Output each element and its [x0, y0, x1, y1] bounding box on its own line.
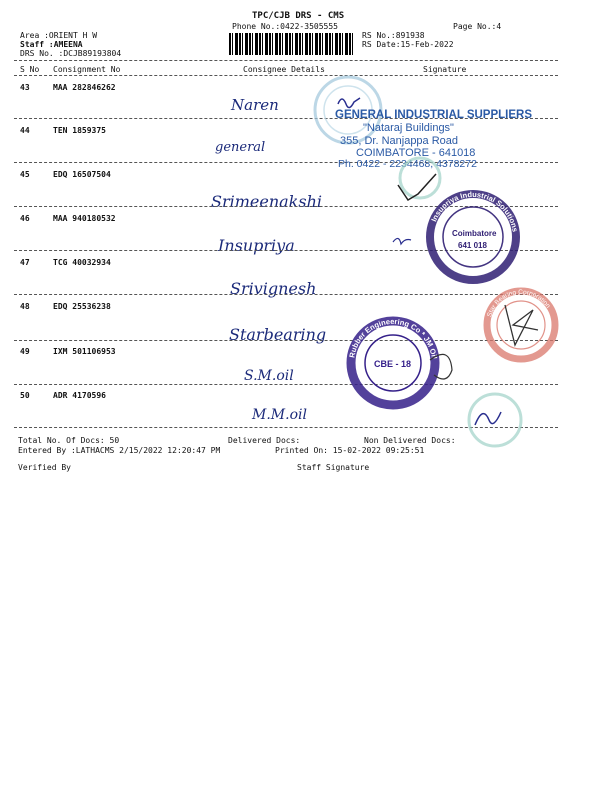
delivered-docs: Delivered Docs: [228, 436, 301, 445]
staff-signature: Staff Signature [297, 463, 370, 472]
row-sno: 43 [20, 83, 30, 92]
jm-oil-round-stamp [347, 317, 438, 405]
rs-date: RS Date:15-Feb-2022 [362, 40, 454, 49]
svg-text:Rubber Engineering Co * JM Oil [347, 317, 438, 359]
verified-by: Verified By [18, 463, 71, 472]
col-header-consignee: Consignee Details [243, 65, 325, 74]
row-consignee-signature: M.M.oil [252, 407, 307, 423]
staff-label: Staff :AMEENA [20, 40, 83, 49]
row-sno: 48 [20, 302, 30, 311]
row-consignment: EDQ 25536238 [53, 302, 111, 311]
row-consignee-signature: S.M.oil [244, 368, 294, 384]
row-consignee-signature: Srimeenakshi [211, 192, 323, 211]
row-consignment: TEN 1859375 [53, 126, 106, 135]
row-consignee-signature: Naren [231, 96, 279, 114]
stamp-insupriya-center1: Coimbatore [452, 229, 497, 238]
rs-number: RS No.:891938 [362, 31, 425, 40]
row-consignment: MAA 940180532 [53, 214, 116, 223]
stamp-jm-oil-ring: Rubber Engineering Co * JM Oil [347, 316, 439, 360]
stamp-general-line3: 355, Dr. Nanjappa Road [340, 135, 459, 147]
general-industrial-stamp [335, 109, 532, 170]
total-docs: Total No. Of Docs: 50 [18, 436, 120, 445]
entered-by: Entered By :LATHACMS 2/15/2022 12:20:47 PM [18, 446, 221, 455]
row-consignment: TCG 40032934 [53, 258, 111, 267]
row-sno: 47 [20, 258, 30, 267]
row-consignment: EDQ 16507504 [53, 170, 111, 179]
stamp-insupriya-ring: Insupriya Industrial Solutions [429, 189, 520, 233]
stamp-jm-oil-center: CBE - 18 [374, 359, 412, 369]
signature-scribble [475, 412, 501, 425]
row-consignee-signature: Srivignesh [230, 279, 317, 298]
col-header-consignment: Consignment No [53, 65, 121, 74]
col-header-signature: Signature [423, 65, 467, 74]
stamp-general-line4: COIMBATORE - 641018 [356, 147, 476, 159]
row-consignment: ADR 4170596 [53, 391, 106, 400]
row-consignee-signature: general [215, 140, 266, 155]
row-consignment: MAA 282846262 [53, 83, 116, 92]
row-consignee-signature: Insupriya [218, 236, 295, 255]
area-label: Area :ORIENT H W [20, 31, 98, 40]
stamp-star-bearing-ring: Star Bearing Corporation [486, 288, 552, 318]
non-delivered-docs: Non Delivered Docs: [364, 436, 456, 445]
stamp-general-line5: Ph. 0422 - 2234468, 4378272 [338, 158, 477, 170]
row-consignment: IXM 501106953 [53, 347, 116, 356]
row-sno: 44 [20, 126, 30, 135]
stamp-general-line2: "Nataraj Buildings" [363, 122, 454, 134]
stamp-insupriya-center2: 641 018 [458, 241, 487, 250]
drs-number: DRS No. :DCJB89193804 [20, 49, 122, 58]
row-consignee-signature: Starbearing [229, 325, 327, 344]
svg-text:Insupriya Industrial Solutions [429, 190, 519, 233]
signature-scribble [393, 238, 411, 244]
page-number: Page No.:4 [453, 22, 502, 31]
printed-on: Printed On: 15-02-2022 09:25:51 [275, 446, 425, 455]
row-sno: 50 [20, 391, 30, 400]
col-header-sno: S No [20, 65, 40, 74]
row-sno: 46 [20, 214, 30, 223]
phone-number: Phone No.:0422-3505555 [232, 22, 338, 31]
star-bearing-signature [505, 305, 538, 345]
row-sno: 45 [20, 170, 30, 179]
star-bearing-round-stamp [486, 289, 555, 359]
insupriya-round-stamp [429, 190, 519, 280]
row-sno: 49 [20, 347, 30, 356]
signature-scribble [338, 98, 360, 108]
document-title: TPC/CJB DRS - CMS [252, 11, 345, 21]
stamp-general-line1: GENERAL INDUSTRIAL SUPPLIERS [335, 109, 533, 121]
